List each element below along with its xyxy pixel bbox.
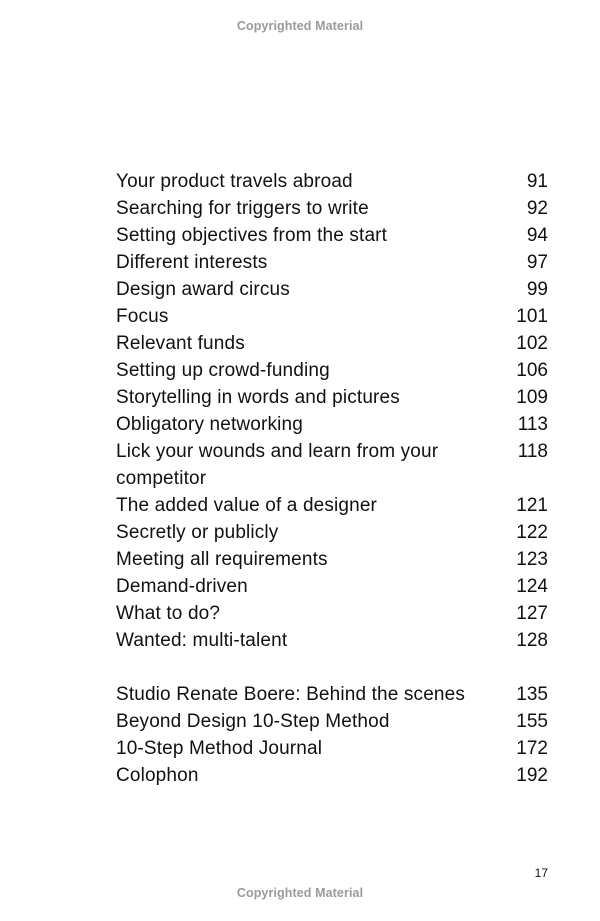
toc-entry-page: 124 <box>516 576 548 597</box>
toc-entry-page: 99 <box>526 279 548 300</box>
toc-entry <box>116 276 548 303</box>
toc-entry-title: Searching for triggers to write <box>116 198 369 219</box>
toc-entry-page: 127 <box>516 603 548 624</box>
toc-entry-page: 109 <box>516 387 548 408</box>
toc-entry-page: 135 <box>516 684 548 705</box>
toc-entry-title: Colophon <box>116 765 199 786</box>
toc-entry-title: Lick your wounds and learn from your competitor <box>116 441 439 489</box>
toc-entry-page: 172 <box>516 738 548 759</box>
toc-entry-page: 92 <box>526 198 548 219</box>
toc-entry-page: 94 <box>526 225 548 246</box>
toc-entry-title: The added value of a designer <box>116 495 378 516</box>
toc-entry-title: 10-Step Method Journal <box>116 738 323 759</box>
copyright-watermark-top: Copyrighted Material <box>236 19 364 33</box>
toc-entry <box>116 762 548 789</box>
toc-entry-title: Setting objectives from the start <box>116 225 388 246</box>
toc-entry <box>116 681 548 708</box>
toc-entry-page: 122 <box>516 522 548 543</box>
toc-entry-page: 123 <box>516 549 548 570</box>
toc-entry-title: Relevant funds <box>116 333 245 354</box>
toc-entry <box>116 303 548 330</box>
toc-entry-title: Meeting all requirements <box>116 549 328 570</box>
toc-entry-title: What to do? <box>116 603 221 624</box>
toc-entry <box>116 249 548 276</box>
toc-entry <box>116 168 548 195</box>
toc-entry-page: 118 <box>517 441 548 462</box>
toc-entry-page: 106 <box>516 360 548 381</box>
toc-entry-page: 121 <box>516 495 548 516</box>
toc-entry <box>116 384 548 411</box>
table-of-contents <box>116 168 548 789</box>
toc-group-appendix <box>116 681 548 789</box>
toc-entry <box>116 600 548 627</box>
toc-entry-title: Different interests <box>116 252 268 273</box>
toc-entry <box>116 438 548 492</box>
toc-entry-title: Setting up crowd-funding <box>116 360 330 381</box>
toc-entry-page: 155 <box>516 711 548 732</box>
toc-entry <box>116 330 548 357</box>
toc-entry <box>116 627 548 654</box>
toc-entry-title: Focus <box>116 306 169 327</box>
toc-entry-title: Beyond Design 10-Step Method <box>116 711 390 732</box>
toc-entry-title: Your product travels abroad <box>116 171 353 192</box>
toc-entry <box>116 519 548 546</box>
toc-entry <box>116 195 548 222</box>
toc-entry-title: Secretly or publicly <box>116 522 279 543</box>
toc-entry-title: Wanted: multi-talent <box>116 630 288 651</box>
toc-entry <box>116 573 548 600</box>
toc-entry-page: 102 <box>516 333 548 354</box>
toc-entry-title: Obligatory networking <box>116 414 303 435</box>
toc-entry-title: Design award circus <box>116 279 290 300</box>
toc-entry <box>116 492 548 519</box>
toc-entry <box>116 222 548 249</box>
toc-entry-title: Demand-driven <box>116 576 248 597</box>
toc-entry <box>116 546 548 573</box>
toc-entry-page: 128 <box>516 630 548 651</box>
toc-entry-page: 113 <box>517 414 548 435</box>
toc-entry-page: 101 <box>516 306 548 327</box>
toc-group-chapter <box>116 168 548 654</box>
toc-entry-page: 192 <box>516 765 548 786</box>
toc-entry-title: Storytelling in words and pictures <box>116 387 400 408</box>
toc-entry-page: 91 <box>526 171 548 192</box>
toc-entry <box>116 411 548 438</box>
copyright-watermark-bottom: Copyrighted Material <box>236 886 364 900</box>
page-number: 17 <box>534 866 548 880</box>
toc-entry <box>116 735 548 762</box>
toc-entry <box>116 708 548 735</box>
toc-entry-page: 97 <box>526 252 548 273</box>
toc-entry <box>116 357 548 384</box>
toc-entry-title: Studio Renate Boere: Behind the scenes <box>116 684 465 705</box>
